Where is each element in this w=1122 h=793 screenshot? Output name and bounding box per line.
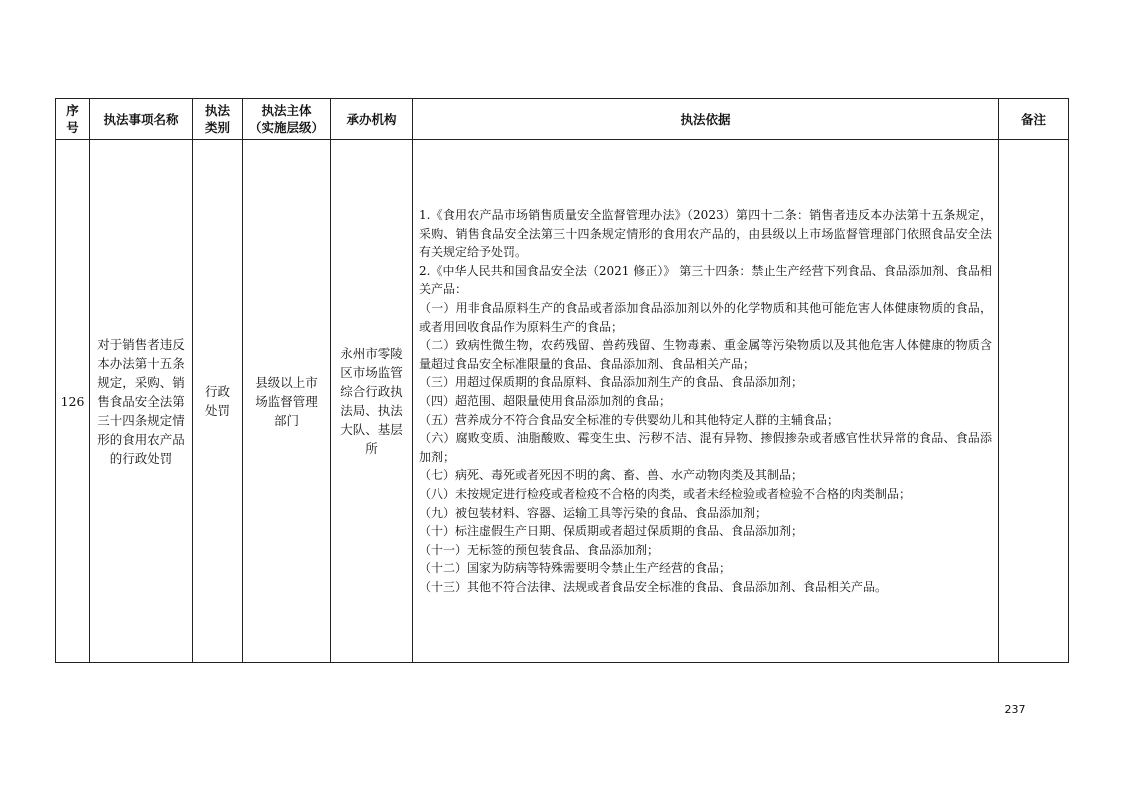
basis-line: （六）腐败变质、油脂酸败、霉变生虫、污秽不洁、混有异物、掺假掺杂或者感官性状异常的食品、食品添加剂； [419,431,992,464]
header-subject [243,99,331,140]
table-row [56,140,1069,663]
cell-level: 县级以上市场监督管理部门 [243,140,331,663]
basis-line: （五）营养成分不符合食品安全标准的专供婴幼儿和其他特定人群的主辅食品； [419,412,840,427]
basis-line: （十一）无标签的预包装食品、食品添加剂； [419,542,660,557]
header-seq-line-1: 序 [66,103,79,118]
header-item-name: 执法事项名称 [90,99,193,140]
basis-line: （八）未按规定进行检疫或者检疫不合格的肉类，或者未经检验或者检验不合格的肉类制品； [419,486,912,501]
enforcement-table [55,98,1069,663]
header-subject-line-2: （实施层级） [248,120,324,135]
basis-line: （十三）其他不符合法律、法规或者食品安全标准的食品、食品添加剂、食品相关产品。 [419,579,888,594]
header-basis: 执法依据 [413,99,999,140]
basis-line: （三）用超过保质期的食品原料、食品添加剂生产的食品、食品添加剂； [419,375,804,390]
basis-line: （七）病死、毒死或者死因不明的禽、畜、兽、水产动物肉类及其制品； [419,468,804,483]
header-remark: 备注 [999,99,1069,140]
cell-item-name: 对于销售者违反本办法第十五条规定，采购、销售食品安全法第三十四条规定情形的食用农产品的行政处罚 [90,140,193,663]
header-org: 承办机构 [331,99,413,140]
basis-line: （二）致病性微生物，农药残留、兽药残留、生物毒素、重金属等污染物质以及其他危害人体健康的物质含量超过食品安全标准限量的食品、食品添加剂、食品相关产品； [419,338,992,371]
header-category [193,99,243,140]
cell-seq: 126 [56,140,90,663]
basis-line: （九）被包装材料、容器、运输工具等污染的食品、食品添加剂； [419,505,768,520]
header-subject-line-1: 执法主体 [261,103,312,118]
header-seq [56,99,90,140]
cell-basis [413,140,999,663]
basis-line: （一）用非食品原料生产的食品或者添加食品添加剂以外的化学物质和其他可能危害人体健康物质的食品，或者用回收食品作为原料生产的食品； [419,300,992,334]
basis-line: （十）标注虚假生产日期、保质期或者超过保质期的食品、食品添加剂； [419,524,804,539]
header-seq-line-2: 号 [66,120,79,135]
basis-line: 1.《食用农产品市场销售质量安全监督管理办法》（2023）第四十二条：销售者违反本办法第十五条规定，采购、销售食品安全法第三十四条规定情形的食用农产品的，由县级以上市场监督管理部门依照食品安全法有关规定给予处罚。 [419,208,992,260]
cell-remark [999,140,1069,663]
basis-line: 2.《中华人民共和国食品安全法（2021 修正）》 第三十四条：禁止生产经营下列食品、食品添加剂、食品相关产品： [419,263,992,297]
basis-line: （十二）国家为防病等特殊需要明令禁止生产经营的食品； [419,561,732,576]
page-number: 237 [1004,703,1026,716]
header-category-line-2: 类别 [204,120,230,135]
cell-org: 永州市零陵区市场监管综合行政执法局、执法大队、基层所 [331,140,413,663]
header-category-line-1: 执法 [204,103,230,118]
cell-category: 行政处罚 [193,140,243,663]
basis-line: （四）超范围、超限量使用食品添加剂的食品； [419,393,672,408]
header-row [56,99,1069,140]
